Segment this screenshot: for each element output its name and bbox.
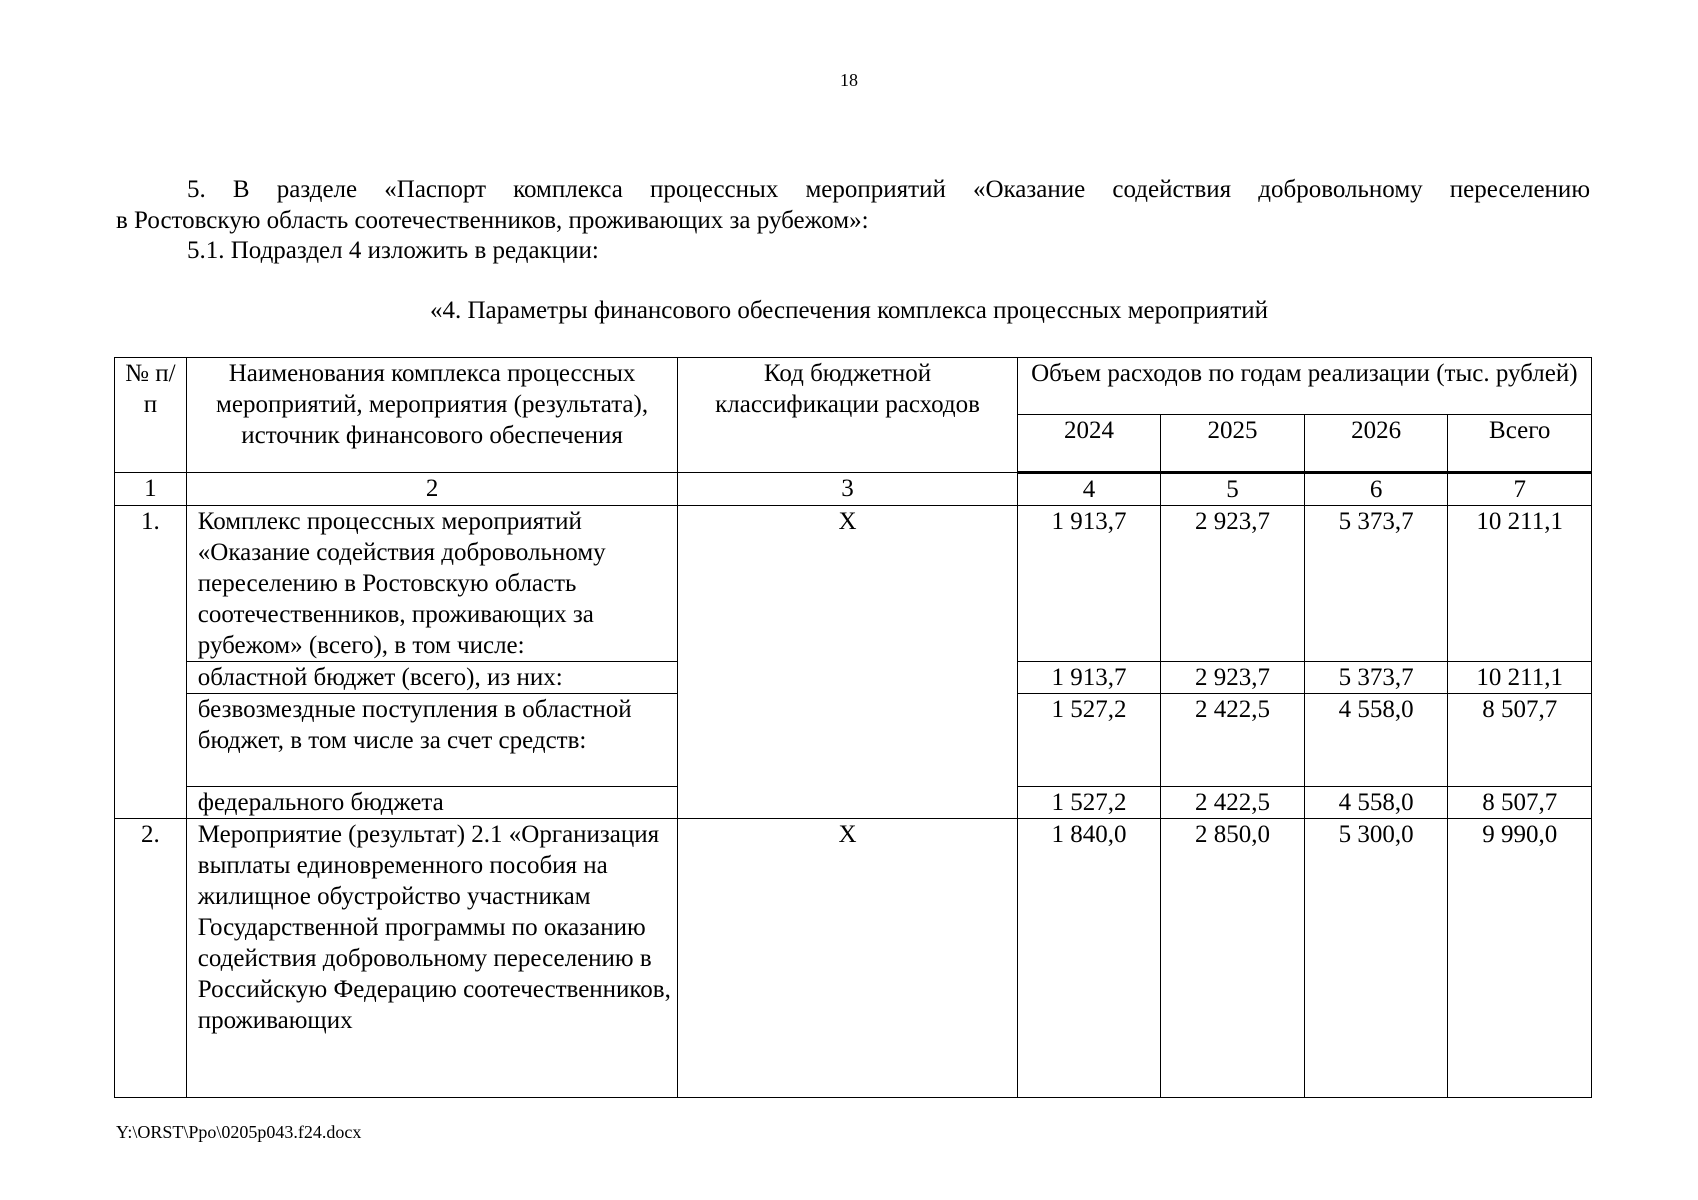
value-cell: 10 211,1 — [1448, 662, 1592, 694]
value-cell: 8 507,7 — [1448, 694, 1592, 787]
header-total: Всего — [1448, 415, 1592, 473]
value-cell: 2 923,7 — [1161, 662, 1305, 694]
value-cell: 4 558,0 — [1304, 694, 1448, 787]
header-name: Наименования комплекса процессных мероприятий, мероприятия (результата), источник финансового обеспечения — [186, 358, 678, 473]
value-cell: 2 422,5 — [1161, 787, 1305, 819]
value-cell: 1 913,7 — [1017, 662, 1161, 694]
paragraph-section-5-line1: 5. В разделе «Паспорт комплекса процессных мероприятий «Оказание содействия добровольному переселению — [187, 176, 1590, 203]
row-num: 2. — [115, 819, 187, 1098]
value-cell: 9 990,0 — [1448, 819, 1592, 1098]
value-cell: 2 923,7 — [1161, 506, 1305, 662]
row-code: Х — [678, 506, 1017, 819]
value-cell: 2 850,0 — [1161, 819, 1305, 1098]
value-cell: 1 913,7 — [1017, 506, 1161, 662]
value-cell: 4 558,0 — [1304, 787, 1448, 819]
row-name: областной бюджет (всего), из них: — [186, 662, 678, 694]
row-code: Х — [678, 819, 1017, 1098]
header-year-2026: 2026 — [1304, 415, 1448, 473]
paragraph-subsection-5-1: 5.1. Подраздел 4 изложить в редакции: — [187, 237, 599, 264]
value-cell: 1 527,2 — [1017, 787, 1161, 819]
section-title: «4. Параметры финансового обеспечения комплекса процессных мероприятий — [429, 297, 1269, 324]
value-cell: 5 300,0 — [1304, 819, 1448, 1098]
header-code: Код бюджетной классификации расходов — [678, 358, 1017, 473]
paragraph-section-5 — [116, 174, 1590, 236]
value-cell: 2 422,5 — [1161, 694, 1305, 787]
col-number: 2 — [186, 473, 678, 506]
header-year-2025: 2025 — [1161, 415, 1305, 473]
row-name: федерального бюджета — [186, 787, 678, 819]
col-number: 3 — [678, 473, 1017, 506]
header-num: № п/п — [115, 358, 187, 473]
paragraph-section-5-line2: в Ростовскую область соотечественников, проживающих за рубежом»: — [116, 207, 869, 234]
page-number: 18 — [840, 70, 858, 90]
row-num: 1. — [115, 506, 187, 819]
col-number: 1 — [115, 473, 187, 506]
row-name: Мероприятие (результат) 2.1 «Организация выплаты единовременного пособия на жилищное обустройство участникам Государственной программы по оказанию содействия добровольному переселению в Российскую Федерацию соотечественников, проживающих — [186, 819, 678, 1098]
value-cell: 5 373,7 — [1304, 506, 1448, 662]
col-number: 5 — [1161, 473, 1305, 506]
value-cell: 1 840,0 — [1017, 819, 1161, 1098]
col-number: 6 — [1304, 473, 1448, 506]
col-number: 4 — [1017, 473, 1161, 506]
value-cell: 5 373,7 — [1304, 662, 1448, 694]
header-volume: Объем расходов по годам реализации (тыс. рублей) — [1017, 358, 1591, 415]
col-number: 7 — [1448, 473, 1592, 506]
header-year-2024: 2024 — [1017, 415, 1161, 473]
value-cell: 8 507,7 — [1448, 787, 1592, 819]
column-numbers-row — [115, 473, 1592, 506]
table-row — [115, 819, 1592, 1098]
value-cell: 1 527,2 — [1017, 694, 1161, 787]
financing-table — [114, 357, 1592, 1098]
row-name: Комплекс процессных мероприятий «Оказание содействия добровольному переселению в Ростовскую область соотечественников, проживающих за рубежом» (всего), в том числе: — [186, 506, 678, 662]
row-name: безвозмездные поступления в областной бюджет, в том числе за счет средств: — [186, 694, 678, 787]
footer-file-path: Y:\ORST\Ppo\0205p043.f24.docx — [116, 1122, 362, 1142]
table-row — [115, 506, 1592, 662]
value-cell: 10 211,1 — [1448, 506, 1592, 662]
